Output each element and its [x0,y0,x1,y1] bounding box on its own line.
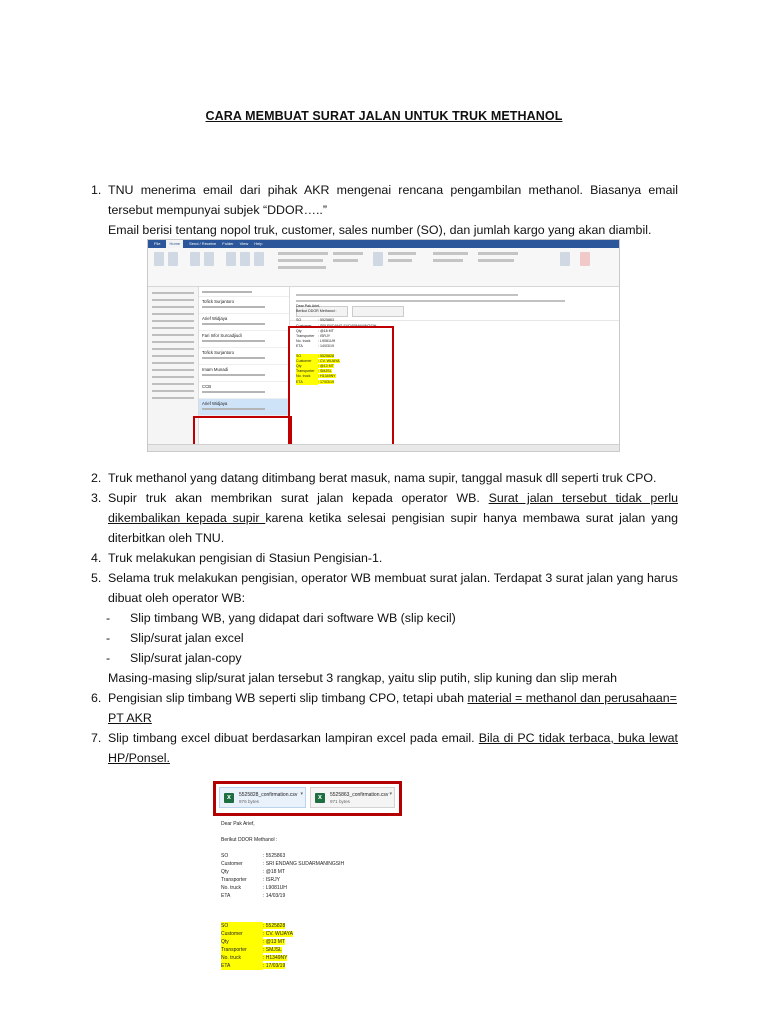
reply-icon [226,252,236,266]
email-greeting: Dear Pak Arief, [221,821,255,827]
tab-folder: Folder [222,241,234,246]
emphasis-underline: material = methanol dan perusahaan= PT AKR [108,691,677,725]
step-5: 5. Selama truk melakukan pengisian, operator WB membuat surat jalan. Terdapat 3 surat jalan yang harus dibuat oleh operator WB: [91,571,678,605]
new-items-icon [168,252,178,266]
step-5-note: Masing-masing slip/surat jalan tersebut 3 rangkap, yaitu slip putih, slip kuning dan slip merah [108,671,617,685]
step-4: 4. Truk melakukan pengisian di Stasiun Pengisian-1. [91,551,383,565]
tab-view: View [239,241,249,246]
list-item[interactable]: Arief Widjaya [199,314,289,331]
step-3: 3. Supir truk akan membrikan surat jalan kepada operator WB. Surat jalan tersebut tidak perlu dikembalikan kepada supir karena ketika selesai pengisian supir hanya membawa surat jalan yang diterbitkan oleh TNU. [91,491,678,545]
emphasis-underline: Surat jalan tersebut tidak perlu dikembalikan kepada supir [108,491,678,525]
attachment-chip[interactable]: x 5525863_confirmation.csv 971 bytes ▾ [310,787,395,808]
highlight-frame-attachments [213,781,402,816]
chevron-down-icon[interactable]: ▾ [300,791,303,797]
list-item[interactable]: CCB [199,382,289,399]
list-item[interactable]: Tofick Surjantoro [199,297,289,314]
document-title: CARA MEMBUAT SURAT JALAN UNTUK TRUK METHANOL [205,109,563,123]
excel-icon: x [315,793,325,803]
step-1 [91,180,678,220]
reply-all-icon [240,252,250,266]
tab-send-receive: Send / Receive [189,241,217,246]
ribbon [148,248,619,287]
step-2: 2. Truk methanol yang datang ditimbang berat masuk, nama supir, tanggal masuk dll seperti truk CPO. [91,471,657,485]
new-email-icon [154,252,164,266]
list-item: - Slip timbang WB, yang didapat dari software WB (slip kecil) [106,611,456,625]
status-bar [148,444,619,451]
chevron-down-icon[interactable]: ▾ [389,791,392,797]
list-item: - Slip/surat jalan-copy [106,651,242,665]
step-5-bullets [108,608,678,688]
tab-home: Home [166,240,183,248]
email-body: Dear Pak Arief, Berikut DDOR Methanol : SO : 5525863 Customer : SRI ENDANG SUDARMANINGSIH Qty : @18 MT Transporter : ISRJY No. truck : L9081UH ETA : 14/03/19 SO : 5525828 Customer : CV. WIJAYA Qty : @13 MT Transporter : SMJSL No. truck : H1349NY ETA : 17/03/19 [221,821,345,969]
list-item-selected[interactable]: Arief Widjaya [199,399,289,416]
ribbon-tabs [148,240,619,248]
get-addins-icon [580,252,590,266]
email-intro: Berikut DDOR Methanol : [221,837,278,843]
step-number: 1. [91,183,102,197]
outlook-screenshot [147,239,620,452]
folder-pane [148,287,199,451]
excel-icon: x [224,793,234,803]
list-item[interactable]: Tofick Surjantoro [199,348,289,365]
archive-icon [204,252,214,266]
tab-file: File [154,241,161,246]
step-7: 7. Slip timbang excel dibuat berdasarkan lampiran excel pada email. Bila di PC tidak terbaca, buka lewat HP/Ponsel. [91,731,678,765]
tab-help: Help [254,241,263,246]
list-item: - Slip/surat jalan excel [106,631,244,645]
step-6: 6. Pengisian slip timbang WB seperti slip timbang CPO, tetapi ubah material = methanol dan perusahaan= PT AKR [91,691,677,725]
read-aloud-icon [560,252,570,266]
highlight-frame-email [288,326,394,446]
list-item[interactable]: Fari Infor Surcadjiudi [199,331,289,348]
move-icon [373,252,383,266]
forward-icon [254,252,264,266]
attachment-chip[interactable]: x 5525828_confirmation.csv 976 bytes ▾ [219,787,306,808]
email-body: Dear Pak Arief, Berikut DDOR Methanol : SO : 5525863 Customer : SRI ENDANG SUDARMANINGSIH Qty : @18 MT Transporter : ISRJY No. truck : L9081UH ETA : 14/03/19 SO : 5525828 Customer : CV. WIJAYA Qty : @13 MT Transporter : SMJSL No. truck : H1349NY ETA : 17/03/19 [296,304,377,384]
delete-icon [190,252,200,266]
list-item[interactable]: Imam Munadi [199,365,289,382]
step-1-detail: Email berisi tentang nopol truk, customer, sales number (SO), dan jumlah kargo yang akan diambil. [108,223,652,237]
emphasis-underline: Bila di PC tidak terbaca, buka lewat HP/Ponsel. [108,731,678,765]
step-1-text: TNU menerima email dari pihak AKR mengenai rencana pengambilan methanol. Biasanya email tersebut mempunyai subjek “DDOR…..” [108,183,678,217]
